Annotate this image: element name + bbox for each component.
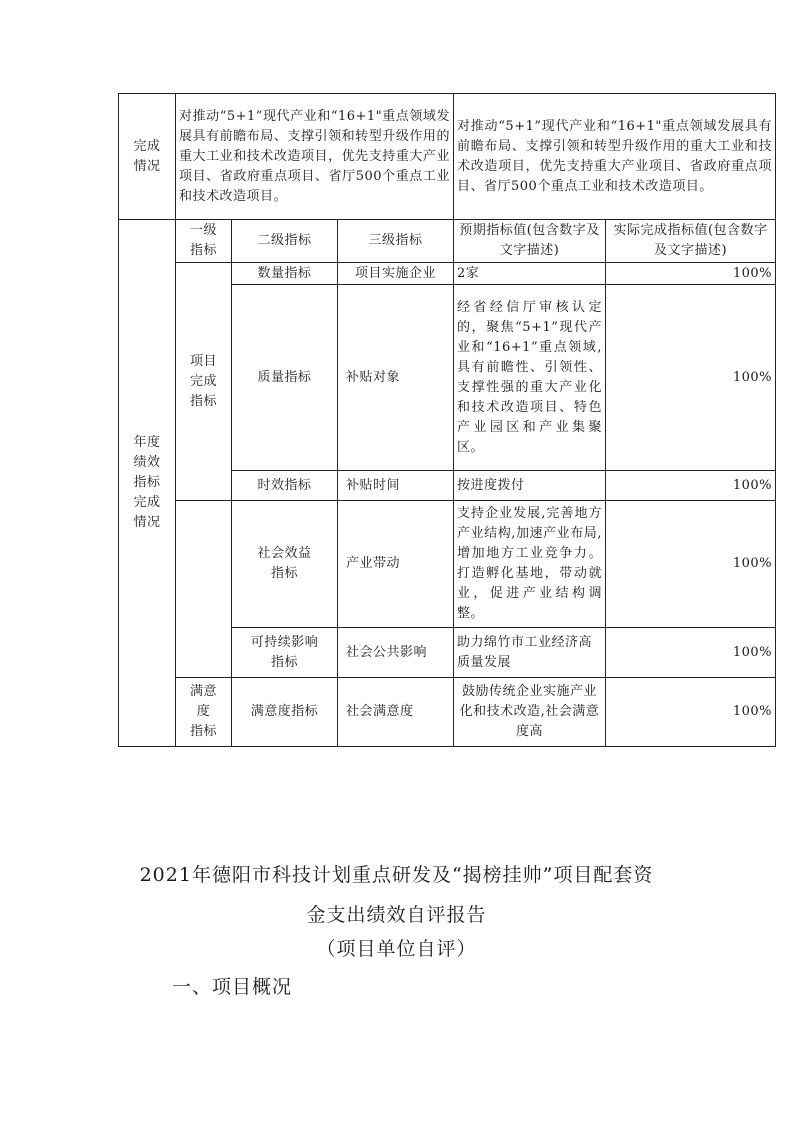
header-expected: 预期指标值(包含数字及文字描述) — [454, 220, 606, 263]
row-expected: 助力绵竹市工业经济高质量发展 — [454, 628, 606, 678]
completion-target-text: 对推动“5+1”现代产业和“16+1"重点领域发展具有前瞻布局、支撑引领和转型升级作用的重大工业和技术改造项目，优先支持重大产业项目、省政府重点项目、省厅500个重点工业和技术改造项目。 — [176, 94, 454, 220]
row-l3: 补贴对象 — [338, 285, 454, 471]
table-row — [119, 678, 776, 747]
report-subtitle: （项目单位自评） — [316, 938, 477, 960]
report-title-line2: 金支出绩效自评报告 — [306, 904, 487, 926]
completion-actual-text: 对推动“5+1”现代产业和“16+1"重点领域发展具有前瞻布局、支撑引领和转型升级作用的重大工业和技术改造项目，优先支持重大产业项目、省政府重点项目、省厅500个重点工业和技术改造项目。 — [454, 94, 776, 220]
header-level1: 一级 指标 — [176, 220, 232, 263]
row-l3: 补贴时间 — [338, 471, 454, 501]
header-level2: 二级指标 — [232, 220, 338, 263]
row-l2: 质量指标 — [232, 285, 338, 471]
row-l3: 项目实施企业 — [338, 263, 454, 285]
table-row — [119, 263, 776, 285]
row-l2: 数量指标 — [232, 263, 338, 285]
group-project-completion: 项目 完成 指标 — [176, 263, 232, 501]
group-benefit — [176, 501, 232, 678]
row-expected: 按进度拨付 — [454, 471, 606, 501]
row-l3: 产业带动 — [338, 501, 454, 628]
row-expected: 支持企业发展,完善地方产业结构,加速产业布局,增加地方工业竞争力。打造孵化基地，带动就业，促进产业结构调整。 — [454, 501, 606, 628]
section-heading-overview: 一、项目概况 — [172, 976, 293, 998]
row-actual: 100% — [606, 263, 776, 285]
row-actual: 100% — [606, 678, 776, 747]
row-l2: 满意度指标 — [232, 678, 338, 747]
row-l2: 可持续影响 指标 — [232, 628, 338, 678]
row-actual: 100% — [606, 471, 776, 501]
header-level3: 三级指标 — [338, 220, 454, 263]
annual-performance-label: 年度 绩效 指标 完成 情况 — [119, 220, 176, 747]
row-l3: 社会满意度 — [338, 678, 454, 747]
row-expected: 2家 — [454, 263, 606, 285]
table-row — [119, 501, 776, 628]
row-expected: 经省经信厅审核认定的，聚焦“5+1”现代产业和“16+1”重点领域,具有前瞻性、引领性、支撑性强的重大产业化和技术改造项目、特色产业园区和产业集聚区。 — [454, 285, 606, 471]
performance-table — [118, 93, 776, 747]
row-l3: 社会公共影响 — [338, 628, 454, 678]
row-actual: 100% — [606, 628, 776, 678]
row-l2: 时效指标 — [232, 471, 338, 501]
completion-status-label: 完成 情况 — [119, 94, 176, 220]
row-actual: 100% — [606, 285, 776, 471]
header-actual: 实际完成指标值(包含数字及文字描述) — [606, 220, 776, 263]
row-actual: 100% — [606, 501, 776, 628]
row-expected: 鼓励传统企业实施产业化和技术改造,社会满意度高 — [454, 678, 606, 747]
group-satisfaction: 满意 度 指标 — [176, 678, 232, 747]
row-l2: 社会效益 指标 — [232, 501, 338, 628]
report-title-line1: 2021年德阳市科技计划重点研发及“揭榜挂帅”项目配套资 — [139, 864, 654, 886]
